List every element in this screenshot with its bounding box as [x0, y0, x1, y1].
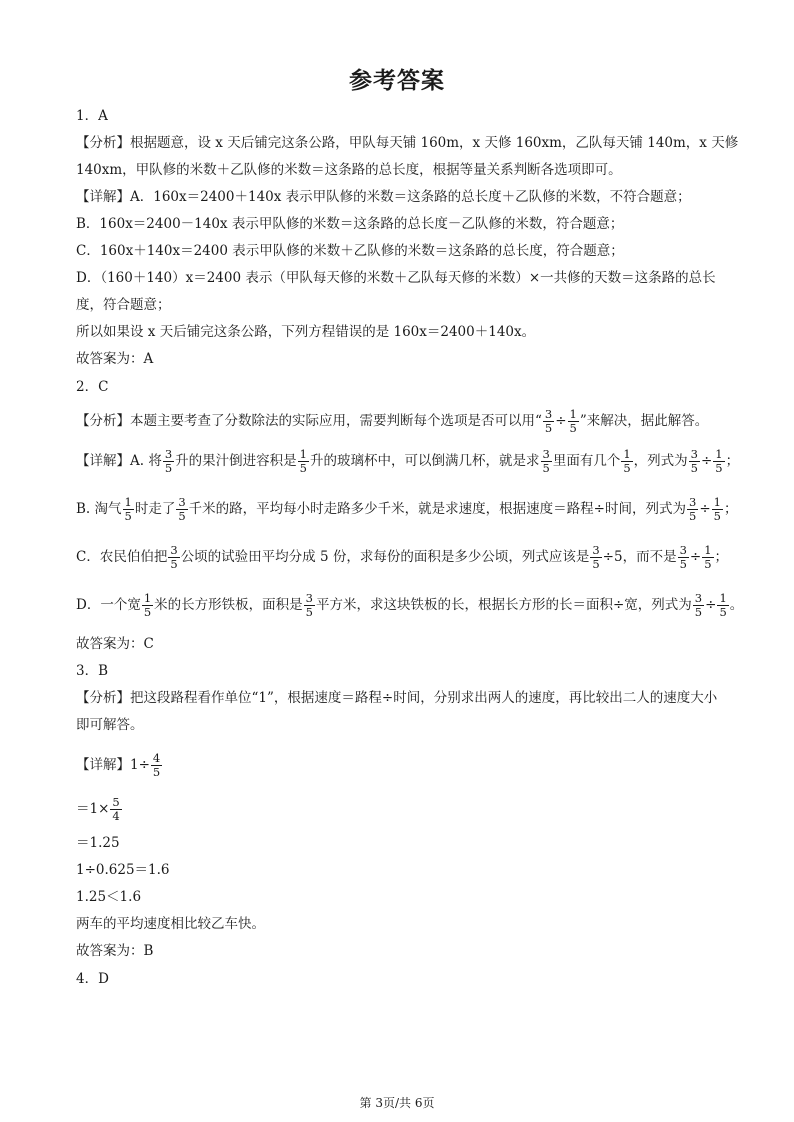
q3-step-1-prefix: 1÷ — [130, 757, 150, 773]
text-segment: ，列式为 — [633, 453, 688, 469]
divide-sign: ÷ — [700, 453, 713, 469]
fraction-five-fourths — [110, 796, 121, 823]
denominator: 5 — [623, 461, 631, 475]
denominator: 5 — [569, 421, 577, 435]
fraction-one-fifth — [123, 496, 134, 523]
numerator: 1 — [124, 495, 132, 509]
numerator: 3 — [694, 591, 703, 605]
numerator: 3 — [592, 543, 600, 557]
q1-detail-d-1: D．（160＋140）x＝2400 表示（甲队每天修的米数＋乙队每天修的米数）×一共修的天数＝这条路的总长 — [76, 270, 716, 286]
numerator: 3 — [164, 447, 173, 461]
fraction-one-fifth — [712, 496, 723, 523]
denominator: 5 — [542, 461, 550, 475]
denominator: 5 — [704, 557, 712, 571]
text-segment: 。 — [729, 597, 744, 613]
denominator: 5 — [299, 461, 307, 475]
q1-number: 1．A — [76, 108, 108, 124]
q3-answer: 故答案为：B — [76, 943, 154, 959]
q1-detail-b: B．160x＝2400－140x 表示甲队修的米数＝这条路的总长度－乙队修的米数，符合题意； — [76, 216, 624, 232]
text-segment: 升的果汁倒进容积是 — [175, 453, 297, 469]
fraction-one-fifth — [717, 592, 728, 619]
text-segment: 升的玻璃杯中，可以倒满几杯，就是求 — [310, 453, 540, 469]
q1-detail-d-2: 度，符合题意； — [76, 297, 171, 313]
denominator: 5 — [305, 605, 313, 619]
q2-answer: 故答案为：C — [76, 636, 154, 652]
q2-analysis — [76, 408, 726, 435]
fraction-one-fifth — [142, 592, 153, 619]
denominator: 5 — [713, 509, 721, 523]
text-segment: ； — [714, 549, 729, 565]
numerator: 1 — [143, 591, 152, 605]
numerator: 1 — [704, 543, 712, 557]
fraction-three-fifths — [541, 448, 552, 475]
q2-detail-c — [76, 543, 729, 571]
denominator: 4 — [112, 809, 120, 823]
fraction-one-fifth — [568, 408, 579, 435]
text-segment: ； — [723, 501, 738, 517]
divide-sign: ÷ — [689, 549, 702, 565]
fraction-three-fifths — [543, 408, 554, 435]
numerator: 1 — [713, 495, 721, 509]
fraction-three-fifths — [168, 544, 179, 571]
text-segment: 里面有几个 — [552, 453, 621, 469]
q3-conclusion: 两车的平均速度相比较乙车快。 — [76, 916, 265, 932]
denominator: 5 — [690, 461, 698, 475]
q2-analysis-text-b: ”来解决，据此解答。 — [579, 413, 709, 429]
detail-tag: 【详解】 — [76, 757, 130, 773]
denominator: 5 — [152, 765, 161, 779]
denominator: 5 — [592, 557, 600, 571]
q1-analysis-text-1: 根据题意，设 x 天后铺完这条公路，甲队每天铺 160m，x 天修 160xm，乙队每天铺 140m，x 天修 — [130, 135, 739, 151]
numerator: 3 — [170, 543, 178, 557]
text-segment: 公顷的试验田平均分成 5 份，求每份的面积是多少公顷，列式应该是 — [180, 549, 590, 565]
numerator: 3 — [544, 407, 553, 421]
text-segment: A. 将 — [130, 453, 162, 469]
fraction-three-fifths — [689, 448, 700, 475]
q3-step-3: ＝1.25 — [76, 835, 120, 851]
fraction-three-fifths — [304, 592, 315, 619]
q3-step-2-prefix: ＝1× — [76, 801, 110, 817]
q3-analysis-line-2: 即可解答。 — [76, 717, 144, 733]
denominator: 5 — [164, 461, 173, 475]
numerator: 1 — [299, 447, 307, 461]
denominator: 5 — [719, 605, 727, 619]
text-segment: ÷5，而不是 — [602, 549, 677, 565]
fraction-three-fifths — [176, 496, 187, 523]
q3-step-1 — [76, 752, 726, 779]
denominator: 5 — [143, 605, 152, 619]
numerator: 3 — [690, 447, 698, 461]
q3-step-5: 1.25＜1.6 — [76, 889, 142, 905]
denominator: 5 — [124, 509, 132, 523]
text-segment: 米的长方形铁板，面积是 — [154, 597, 303, 613]
q1-analysis-line-2: 140xm，甲队修的米数＋乙队修的米数＝这条路的总长度，根据等量关系判断各选项即可。 — [76, 162, 622, 178]
q1-analysis-line-1 — [76, 133, 739, 153]
q1-detail-c: C．160x＋140x＝2400 表示甲队修的米数＋乙队修的米数＝这条路的总长度，符合题意； — [76, 243, 624, 259]
divide-sign: ÷ — [555, 413, 567, 429]
analysis-tag: 【分析】 — [76, 413, 130, 429]
fraction-one-fifth — [621, 448, 632, 475]
detail-tag: 【详解】 — [76, 453, 130, 469]
fraction-one-fifth — [298, 448, 309, 475]
text-segment: B. 淘气 — [76, 501, 122, 517]
fraction-three-fifths — [590, 544, 601, 571]
text-segment: ； — [725, 453, 740, 469]
denominator: 5 — [178, 509, 186, 523]
fraction-four-fifths — [151, 752, 162, 779]
q1-detail-a-text: A．160x＝2400＋140x 表示甲队修的米数＝这条路的总长度＋乙队修的米数，不符合题意； — [130, 189, 691, 205]
q4-number: 4．D — [76, 971, 109, 987]
numerator: 1 — [569, 407, 577, 421]
text-segment: 平方米，求这块铁板的长，根据长方形的长＝面积÷宽，列式为 — [315, 597, 692, 613]
fraction-one-fifth — [713, 448, 724, 475]
q2-analysis-text-a: 本题主要考查了分数除法的实际应用，需要判断每个选项是否可以用“ — [130, 413, 542, 429]
numerator: 1 — [715, 447, 723, 461]
detail-tag: 【详解】 — [76, 189, 130, 205]
q3-step-4: 1÷0.625＝1.6 — [76, 862, 170, 878]
numerator: 3 — [178, 495, 186, 509]
page-footer: 第 3页/共 6页 — [359, 1096, 435, 1110]
text-segment: C．农民伯伯把 — [76, 549, 168, 565]
q2-detail-d — [76, 591, 744, 619]
numerator: 3 — [542, 447, 550, 461]
q1-answer: 故答案为：A — [76, 351, 154, 367]
fraction-three-fifths — [678, 544, 689, 571]
denominator: 5 — [544, 421, 553, 435]
text-segment: 千米的路，平均每小时走路多少千米，就是求速度，根据速度＝路程÷时间，列式为 — [188, 501, 686, 517]
q2-detail-b — [76, 495, 738, 523]
denominator: 5 — [170, 557, 178, 571]
text-segment: D．一个宽 — [76, 597, 141, 613]
q3-analysis-line-1 — [76, 688, 726, 708]
fraction-three-fifths — [687, 496, 698, 523]
analysis-tag: 【分析】 — [76, 690, 130, 706]
page-title: 参考答案 — [349, 68, 445, 94]
q2-number: 2．C — [76, 379, 109, 395]
q2-detail-a — [76, 447, 740, 475]
denominator: 5 — [688, 509, 697, 523]
fraction-three-fifths — [693, 592, 704, 619]
q3-number: 3．B — [76, 663, 109, 679]
numerator: 5 — [112, 795, 120, 809]
fraction-one-fifth — [702, 544, 713, 571]
numerator: 3 — [679, 543, 687, 557]
fraction-three-fifths — [163, 448, 174, 475]
numerator: 4 — [152, 751, 161, 765]
numerator: 3 — [688, 495, 697, 509]
denominator: 5 — [694, 605, 703, 619]
q3-step-2 — [76, 796, 726, 823]
numerator: 1 — [623, 447, 631, 461]
numerator: 3 — [305, 591, 313, 605]
divide-sign: ÷ — [705, 597, 717, 613]
divide-sign: ÷ — [699, 501, 711, 517]
text-segment: 时走了 — [134, 501, 176, 517]
q1-detail-a — [76, 187, 726, 207]
denominator: 5 — [679, 557, 687, 571]
q3-analysis-text-1: 把这段路程看作单位“1”，根据速度＝路程÷时间，分别求出两人的速度，再比较出二人的速度大小 — [130, 690, 718, 706]
q1-conclusion: 所以如果设 x 天后铺完这条公路，下列方程错误的是 160x＝2400＋140x。 — [76, 324, 536, 340]
analysis-tag: 【分析】 — [76, 135, 130, 151]
denominator: 5 — [715, 461, 723, 475]
numerator: 1 — [719, 591, 727, 605]
